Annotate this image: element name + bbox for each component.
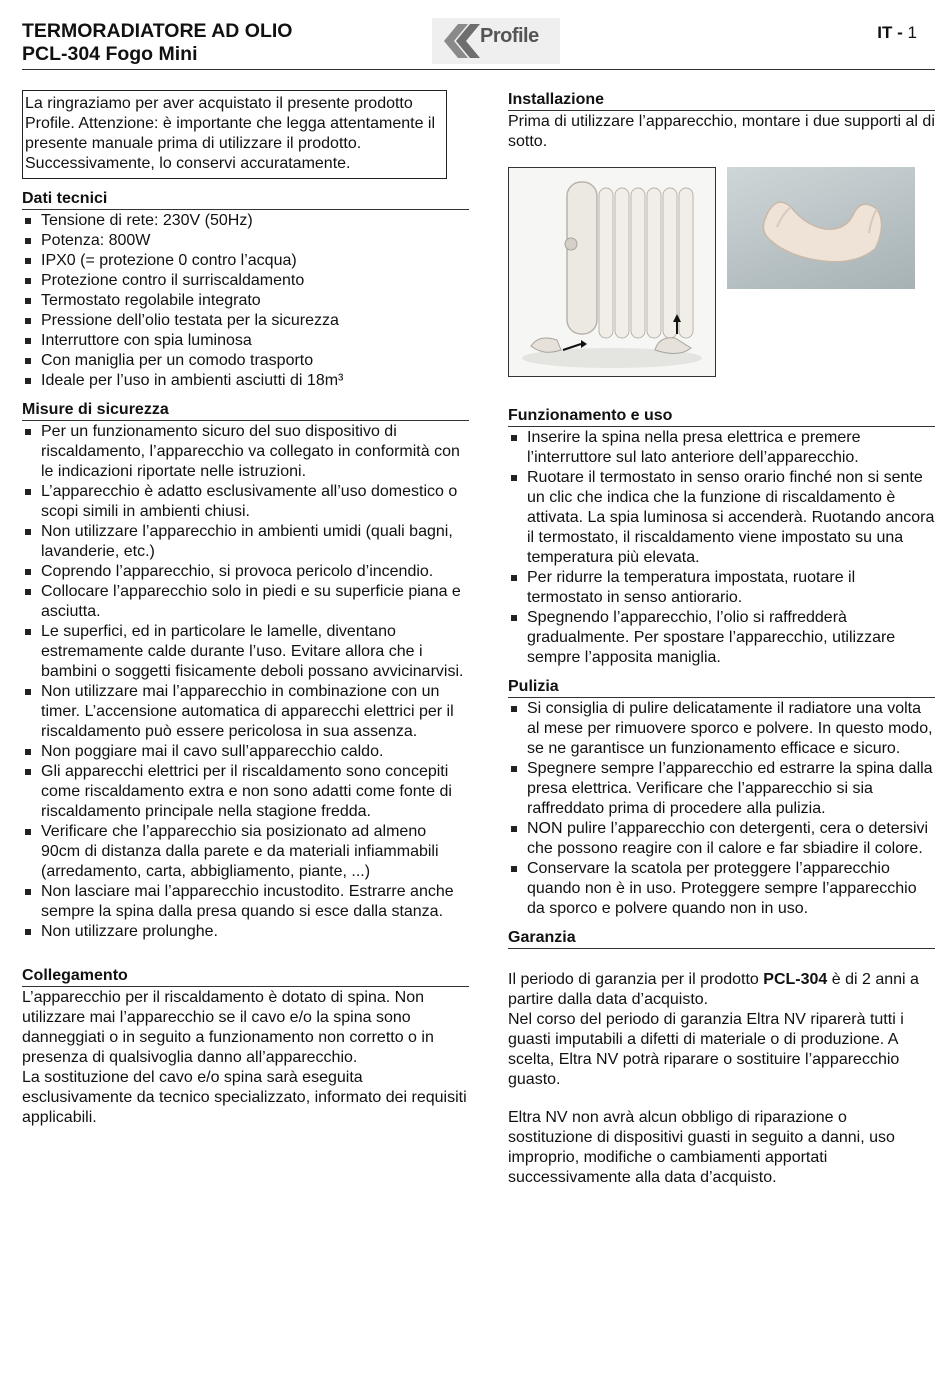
list-item: Pressione dell’olio testata per la sicurezza <box>22 311 469 331</box>
list-item: Potenza: 800W <box>22 231 469 251</box>
list-item: Inserire la spina nella presa elettrica e premere l’interruttore sul lato anteriore dell’apparecchio. <box>508 428 935 468</box>
logo-text: Profile <box>480 25 539 47</box>
intro-box: La ringraziamo per aver acquistato il presente prodotto Profile. Attenzione: è importante che legga attentamente il presente manuale prima di utilizzare il prodotto. Successivamente, lo conservi accuratamente. <box>22 90 447 179</box>
funzionamento-list <box>508 428 935 668</box>
list-item: Ideale per l’uso in ambienti asciutti di 18m³ <box>22 371 469 391</box>
radiator-illustration <box>509 168 715 376</box>
page-header <box>22 18 935 70</box>
radiator-photo <box>508 167 716 377</box>
profile-logo <box>432 18 560 64</box>
section-heading-installazione: Installazione <box>508 90 935 111</box>
collegamento-text-1: L’apparecchio per il riscaldamento è dotato di spina. Non utilizzare mai l’apparecchio se il cavo e/o la spina sono danneggiati o in seguito a funzionamento non corretto o in presenza di qualsivoglia danno all’apparecchio. <box>22 989 434 1066</box>
list-item: NON pulire l’apparecchio con detergenti, cera o detersivi che possono reagire con il calore e far sbiadire il colore. <box>508 819 935 859</box>
garanzia-text-1 <box>508 970 935 1010</box>
list-item: Per ridurre la temperatura impostata, ruotare il termostato in senso antiorario. <box>508 568 935 608</box>
list-item: Tensione di rete: 230V (50Hz) <box>22 211 469 231</box>
list-item: Non utilizzare mai l’apparecchio in combinazione con un timer. L’accensione automatica di apparecchi elettrici per il riscaldamento può essere pericolosa in sua assenza. <box>22 682 469 742</box>
section-heading-misure: Misure di sicurezza <box>22 400 469 421</box>
list-item: Interruttore con spia luminosa <box>22 331 469 351</box>
title-line-2: PCL-304 Fogo Mini <box>22 43 198 65</box>
list-item: Ruotare il termostato in senso orario finché non si sente un clic che indica che la funzione di riscaldamento è attivata. La spia luminosa si accenderà. Ruotando ancora il termostato, il riscaldamento viene impostato su una temperatura più elevata. <box>508 468 935 568</box>
garanzia-text-1-start: Il periodo di garanzia per il prodotto <box>508 971 764 988</box>
list-item: Termostato regolabile integrato <box>22 291 469 311</box>
garanzia-text-3: Eltra NV non avrà alcun obbligo di riparazione o sostituzione di dispositivi guasti in seguito a danni, uso improprio, modifiche o cambiamenti apportati successivamente alla data d’acquisto. <box>508 1109 895 1186</box>
list-item: Conservare la scatola per proteggere l’apparecchio quando non è in uso. Proteggere sempre l’apparecchio da sporco e polvere quando non in uso. <box>508 859 935 919</box>
collegamento-text-2: La sostituzione del cavo e/o spina sarà eseguita esclusivamente da tecnico specializzato, informato dei requisiti applicabili. <box>22 1069 467 1126</box>
list-item: Gli apparecchi elettrici per il riscaldamento sono concepiti come riscaldamento extra e non sono adatti come fonte di riscaldamento principale nella stagione fredda. <box>22 762 469 822</box>
product-code: PCL-304 <box>763 971 828 988</box>
support-foot-illustration <box>727 167 915 289</box>
list-item: Con maniglia per un comodo trasporto <box>22 351 469 371</box>
list-item: Non utilizzare prolunghe. <box>22 922 469 942</box>
list-item: Spegnere sempre l’apparecchio ed estrarre la spina dalla presa elettrica. Verificare che l’apparecchio si sia raffreddato prima di procedere alla pulizia. <box>508 759 935 819</box>
document-title <box>22 20 292 66</box>
list-item: L’apparecchio è adatto esclusivamente all’uso domestico o scopi simili in ambienti chiusi. <box>22 482 469 522</box>
garanzia-text-1-end: è di 2 anni a partire dalla data d’acquisto. <box>508 971 919 1008</box>
list-item: Non poggiare mai il cavo sull’apparecchio caldo. <box>22 742 469 762</box>
section-heading-pulizia: Pulizia <box>508 677 935 698</box>
list-item: Verificare che l’apparecchio sia posizionato ad almeno 90cm di distanza dalla parete e da materiali infiammabili (arredamento, carta, abbigliamento, piante, ...) <box>22 822 469 882</box>
chevron-logo-icon <box>436 18 486 64</box>
title-line-1: TERMORADIATORE AD OLIO <box>22 20 293 42</box>
pulizia-list <box>508 699 935 919</box>
misure-list <box>22 422 469 942</box>
page-number <box>877 23 917 43</box>
support-foot-photo <box>727 167 915 289</box>
list-item: Non utilizzare l’apparecchio in ambienti umidi (quali bagni, lavanderie, etc.) <box>22 522 469 562</box>
list-item: Le superfici, ed in particolare le lamelle, diventano estremamente calde durante l’uso. Evitare allora che i bambini o soggetti fisicamente deboli possano avvicinarvisi. <box>22 622 469 682</box>
section-heading-dati-tecnici: Dati tecnici <box>22 189 469 210</box>
list-item: Si consiglia di pulire delicatamente il radiatore una volta al mese per rimuovere sporco e polvere. In questo modo, se ne garantisce un funzionamento efficace e sicuro. <box>508 699 935 759</box>
left-column <box>22 90 469 1128</box>
list-item: Coprendo l’apparecchio, si provoca pericolo d’incendio. <box>22 562 469 582</box>
garanzia-text-2: Nel corso del periodo di garanzia Eltra NV riparerà tutti i guasti imputabili a difetti di materiale o di produzione. A scelta, Eltra NV potrà riparare o sostituire l’apparecchio guasto. <box>508 1011 904 1088</box>
page-prefix: IT - <box>877 23 903 42</box>
list-item: Per un funzionamento sicuro del suo dispositivo di riscaldamento, l’apparecchio va collegato in conformità con le indicazioni riportate nelle istruzioni. <box>22 422 469 482</box>
list-item: Spegnendo l’apparecchio, l’olio si raffredderà gradualmente. Per spostare l’apparecchio, utilizzare sempre l’apposita maniglia. <box>508 608 935 668</box>
section-heading-garanzia: Garanzia <box>508 928 935 949</box>
list-item: Non lasciare mai l’apparecchio incustodito. Estrarre anche sempre la spina dalla presa quando si esce dalla stanza. <box>22 882 469 922</box>
section-heading-funzionamento: Funzionamento e uso <box>508 406 935 427</box>
installazione-text: Prima di utilizzare l’apparecchio, montare i due supporti al di sotto. <box>508 113 935 150</box>
section-heading-collegamento: Collegamento <box>22 966 469 987</box>
list-item: Protezione contro il surriscaldamento <box>22 271 469 291</box>
dati-tecnici-list <box>22 211 469 391</box>
list-item: IPX0 (= protezione 0 contro l’acqua) <box>22 251 469 271</box>
list-item: Collocare l’apparecchio solo in piedi e su superficie piana e asciutta. <box>22 582 469 622</box>
page-number-value: 1 <box>907 23 917 42</box>
